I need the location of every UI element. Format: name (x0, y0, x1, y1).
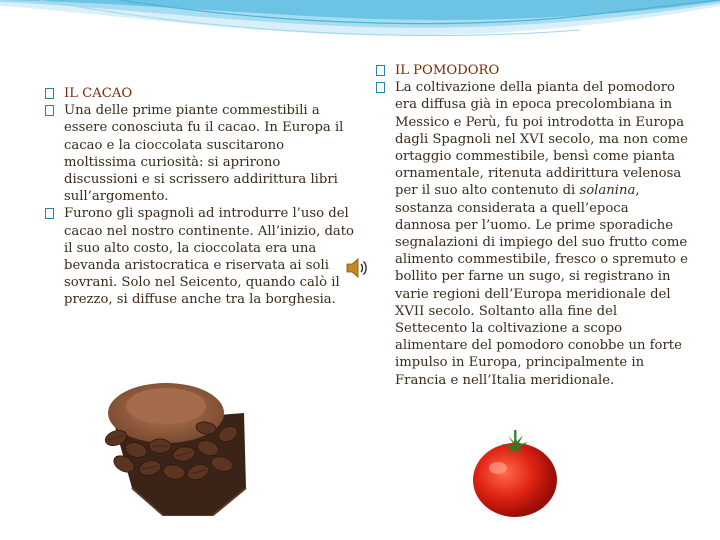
pomodoro-title-item (376, 62, 688, 79)
tomato-image (468, 430, 562, 520)
solanina-term: solanina (579, 183, 636, 199)
cocoa-beans-image (94, 368, 250, 516)
bullet-box-icon (376, 82, 385, 93)
pomodoro-title: IL POMODORO (395, 63, 500, 78)
cacao-paragraph-1 (45, 102, 355, 205)
pomodoro-section (376, 62, 688, 389)
cacao-section (45, 85, 355, 309)
pomodoro-paragraph (376, 79, 688, 389)
bullet-box-icon (45, 208, 54, 219)
header-wave-decoration (0, 0, 720, 70)
bullet-box-icon (376, 65, 385, 76)
cacao-paragraph-1-text: Una delle prime piante commestibili a essere conosciuta fu il cacao. In Europa il cacao e la cioccolata suscitarono moltissima curiosità: si aprirono discussioni e si scrissero addirittura libri sull’argomento. (64, 103, 344, 205)
pomodoro-paragraph-text-b: , sostanza considerata a quell’epoca dannosa per l’uomo. Le prime sporadiche segnalazioni di impiego del suo frutto come alimento commestibile, fresco o spremuto e bollito per farne un sugo, si registrano in varie regioni dell’Europa meridionale del XVII secolo. Soltanto alla fine del Settecento la coltivazione a scopo alimentare del pomodoro conobbe un forte impulso in Europa, principalmente in Francia e nell’Italia meridionale. (395, 183, 688, 388)
pomodoro-paragraph-text-a: La coltivazione della pianta del pomodoro era diffusa già in epoca precolombiana in Messico e Perù, fu poi introdotta in Europa dagli Spagnoli nel XVI secolo, ma non come ortaggio commestibile, bensì come pianta ornamentale, ritenuta addirittura velenosa per il suo alto contenuto di (395, 80, 688, 199)
cacao-title: IL CACAO (64, 86, 133, 101)
bullet-box-icon (45, 88, 54, 99)
cacao-paragraph-2-text: Furono gli spagnoli ad introdurre l’uso del cacao nel nostro continente. All’inizio, dato il suo alto costo, la cioccolata era una bevanda aristocratica e riservata ai soli sovrani. Solo nel Seicento, quando calò il prezzo, si diffuse anche tra la borghesia. (64, 206, 354, 308)
cacao-title-item (45, 85, 355, 102)
cacao-paragraph-2 (45, 205, 355, 308)
speaker-icon[interactable] (344, 255, 370, 281)
bullet-box-icon (45, 105, 54, 116)
